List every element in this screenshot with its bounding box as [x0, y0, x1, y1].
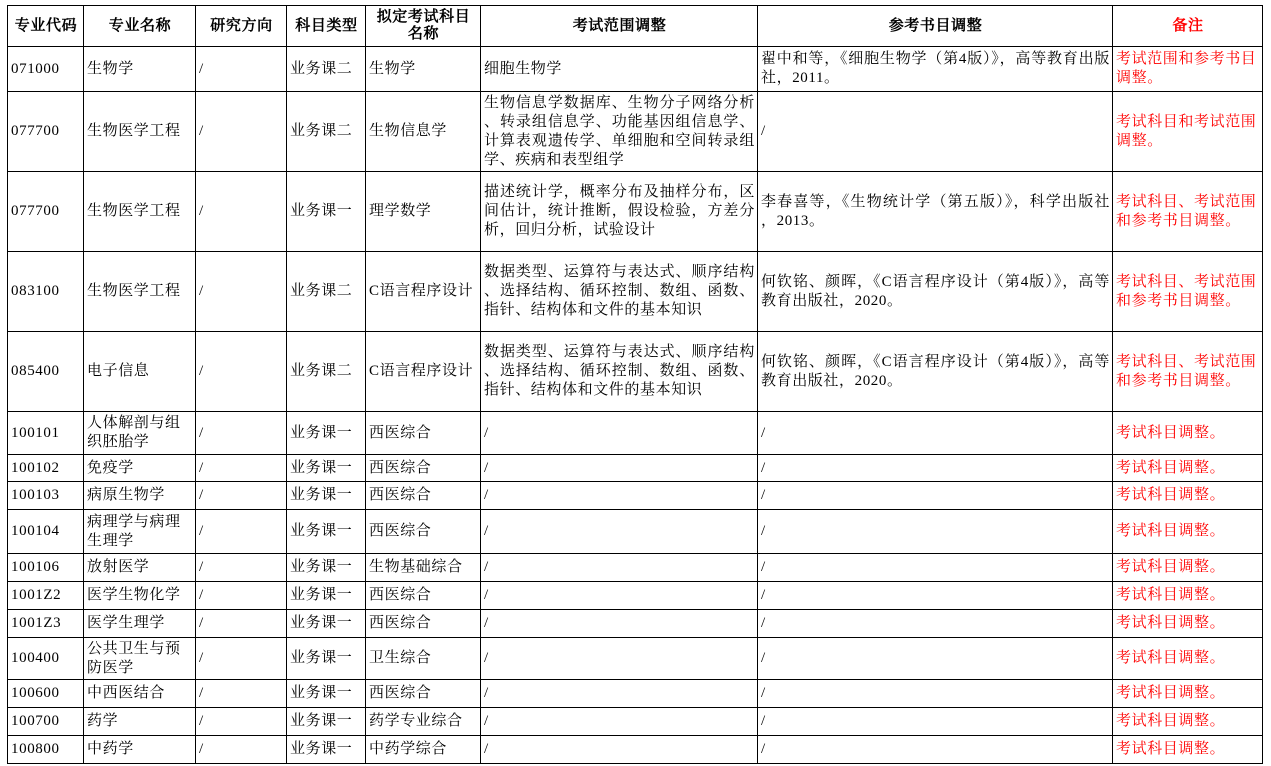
cell-remark: 考试科目、考试范围和参考书目调整。 [1113, 172, 1263, 252]
cell-subject-type: 业务课一 [287, 510, 366, 554]
cell-major-name: 人体解剖与组织胚胎学 [84, 412, 196, 455]
cell-subject-type: 业务课一 [287, 582, 366, 610]
cell-major-name: 免疫学 [84, 455, 196, 482]
cell-major-name: 病理学与病理生理学 [84, 510, 196, 554]
cell-exam-subject: C语言程序设计 [366, 332, 481, 412]
cell-exam-scope: / [481, 680, 758, 708]
cell-exam-scope: / [481, 455, 758, 482]
cell-major-name: 公共卫生与预防医学 [84, 638, 196, 680]
cell-subject-type: 业务课一 [287, 680, 366, 708]
cell-exam-subject: 中药学综合 [366, 736, 481, 764]
cell-subject-type: 业务课一 [287, 412, 366, 455]
table-row [8, 172, 1263, 252]
cell-reference-books: / [758, 582, 1113, 610]
cell-remark: 考试科目、考试范围和参考书目调整。 [1113, 332, 1263, 412]
cell-remark: 考试科目调整。 [1113, 610, 1263, 638]
cell-reference-books: / [758, 455, 1113, 482]
cell-major-name: 放射医学 [84, 554, 196, 582]
cell-remark: 考试科目和考试范围调整。 [1113, 92, 1263, 172]
table-row [8, 554, 1263, 582]
cell-exam-subject: 生物学 [366, 47, 481, 92]
cell-exam-subject: 西医综合 [366, 582, 481, 610]
cell-major-name: 生物医学工程 [84, 252, 196, 332]
cell-remark: 考试科目调整。 [1113, 482, 1263, 510]
cell-research-direction: / [196, 482, 287, 510]
cell-major-name: 生物医学工程 [84, 172, 196, 252]
cell-reference-books: / [758, 412, 1113, 455]
cell-major-code: 085400 [8, 332, 84, 412]
table-row [8, 736, 1263, 764]
table-row [8, 680, 1263, 708]
cell-exam-subject: 药学专业综合 [366, 708, 481, 736]
cell-research-direction: / [196, 455, 287, 482]
header-remark: 备注 [1113, 6, 1263, 47]
cell-major-name: 电子信息 [84, 332, 196, 412]
table-row [8, 582, 1263, 610]
cell-subject-type: 业务课二 [287, 332, 366, 412]
cell-major-code: 100400 [8, 638, 84, 680]
cell-subject-type: 业务课二 [287, 252, 366, 332]
cell-subject-type: 业务课一 [287, 455, 366, 482]
cell-subject-type: 业务课一 [287, 554, 366, 582]
cell-exam-scope: / [481, 582, 758, 610]
cell-remark: 考试科目、考试范围和参考书目调整。 [1113, 252, 1263, 332]
table-row [8, 708, 1263, 736]
cell-research-direction: / [196, 510, 287, 554]
cell-major-name: 中药学 [84, 736, 196, 764]
cell-subject-type: 业务课一 [287, 610, 366, 638]
cell-research-direction: / [196, 610, 287, 638]
table-row [8, 610, 1263, 638]
cell-research-direction: / [196, 736, 287, 764]
cell-major-name: 病原生物学 [84, 482, 196, 510]
cell-reference-books: / [758, 680, 1113, 708]
cell-major-code: 100101 [8, 412, 84, 455]
cell-major-code: 071000 [8, 47, 84, 92]
cell-remark: 考试科目调整。 [1113, 736, 1263, 764]
cell-reference-books: / [758, 510, 1113, 554]
cell-exam-scope: / [481, 708, 758, 736]
header-major-name: 专业名称 [84, 6, 196, 47]
cell-major-code: 1001Z2 [8, 582, 84, 610]
cell-reference-books: 何钦铭、颜晖，《C语言程序设计（第4版）》，高等教育出版社，2020。 [758, 252, 1113, 332]
cell-reference-books: / [758, 92, 1113, 172]
cell-exam-scope: / [481, 638, 758, 680]
cell-remark: 考试科目调整。 [1113, 582, 1263, 610]
cell-remark: 考试科目调整。 [1113, 680, 1263, 708]
cell-subject-type: 业务课一 [287, 708, 366, 736]
table-row [8, 252, 1263, 332]
cell-research-direction: / [196, 554, 287, 582]
table-row [8, 47, 1263, 92]
cell-exam-subject: 西医综合 [366, 455, 481, 482]
cell-major-code: 100104 [8, 510, 84, 554]
header-research-direction: 研究方向 [196, 6, 287, 47]
cell-major-name: 医学生物化学 [84, 582, 196, 610]
cell-reference-books: / [758, 638, 1113, 680]
table-row [8, 332, 1263, 412]
cell-reference-books: / [758, 736, 1113, 764]
cell-exam-scope: / [481, 610, 758, 638]
cell-research-direction: / [196, 332, 287, 412]
cell-remark: 考试范围和参考书目调整。 [1113, 47, 1263, 92]
cell-exam-scope: 描述统计学，概率分布及抽样分布，区间估计，统计推断，假设检验，方差分析，回归分析，试验设计 [481, 172, 758, 252]
table-row [8, 412, 1263, 455]
cell-reference-books: 翟中和等，《细胞生物学（第4版）》，高等教育出版社，2011。 [758, 47, 1113, 92]
cell-remark: 考试科目调整。 [1113, 455, 1263, 482]
exam-adjustment-table [7, 5, 1263, 764]
cell-major-code: 100600 [8, 680, 84, 708]
cell-research-direction: / [196, 582, 287, 610]
header-subject-type: 科目类型 [287, 6, 366, 47]
cell-exam-scope: / [481, 412, 758, 455]
cell-exam-scope: / [481, 736, 758, 764]
cell-exam-subject: C语言程序设计 [366, 252, 481, 332]
cell-major-code: 100800 [8, 736, 84, 764]
header-exam-subject: 拟定考试科目名称 [366, 6, 481, 47]
cell-research-direction: / [196, 638, 287, 680]
cell-research-direction: / [196, 172, 287, 252]
cell-exam-subject: 生物信息学 [366, 92, 481, 172]
cell-exam-scope: / [481, 554, 758, 582]
cell-remark: 考试科目调整。 [1113, 510, 1263, 554]
header-reference-books: 参考书目调整 [758, 6, 1113, 47]
cell-exam-subject: 生物基础综合 [366, 554, 481, 582]
cell-subject-type: 业务课一 [287, 638, 366, 680]
cell-reference-books: / [758, 708, 1113, 736]
cell-exam-subject: 卫生综合 [366, 638, 481, 680]
cell-major-name: 生物学 [84, 47, 196, 92]
table-row [8, 482, 1263, 510]
cell-research-direction: / [196, 252, 287, 332]
cell-exam-scope: / [481, 482, 758, 510]
cell-exam-scope: 数据类型、运算符与表达式、顺序结构、选择结构、循环控制、数组、函数、指针、结构体和文件的基本知识 [481, 252, 758, 332]
cell-exam-subject: 西医综合 [366, 680, 481, 708]
cell-subject-type: 业务课一 [287, 482, 366, 510]
cell-major-name: 生物医学工程 [84, 92, 196, 172]
cell-remark: 考试科目调整。 [1113, 638, 1263, 680]
cell-research-direction: / [196, 92, 287, 172]
cell-exam-subject: 西医综合 [366, 610, 481, 638]
table-row [8, 638, 1263, 680]
header-row [8, 6, 1263, 47]
cell-reference-books: 何钦铭、颜晖，《C语言程序设计（第4版）》，高等教育出版社，2020。 [758, 332, 1113, 412]
header-major-code: 专业代码 [8, 6, 84, 47]
cell-major-code: 100102 [8, 455, 84, 482]
cell-research-direction: / [196, 47, 287, 92]
cell-remark: 考试科目调整。 [1113, 554, 1263, 582]
cell-major-name: 药学 [84, 708, 196, 736]
cell-research-direction: / [196, 412, 287, 455]
cell-exam-scope: / [481, 510, 758, 554]
cell-reference-books: / [758, 554, 1113, 582]
cell-subject-type: 业务课二 [287, 47, 366, 92]
cell-reference-books: / [758, 482, 1113, 510]
cell-exam-subject: 西医综合 [366, 510, 481, 554]
cell-reference-books: / [758, 610, 1113, 638]
cell-exam-subject: 西医综合 [366, 412, 481, 455]
cell-subject-type: 业务课二 [287, 92, 366, 172]
cell-major-name: 中西医结合 [84, 680, 196, 708]
cell-remark: 考试科目调整。 [1113, 412, 1263, 455]
header-exam-scope: 考试范围调整 [481, 6, 758, 47]
cell-exam-scope: 生物信息学数据库、生物分子网络分析、转录组信息学、功能基因组信息学、计算表观遗传学、单细胞和空间转录组学、疾病和表型组学 [481, 92, 758, 172]
cell-research-direction: / [196, 708, 287, 736]
cell-subject-type: 业务课一 [287, 172, 366, 252]
cell-major-code: 1001Z3 [8, 610, 84, 638]
cell-major-code: 077700 [8, 92, 84, 172]
cell-exam-scope: 数据类型、运算符与表达式、顺序结构、选择结构、循环控制、数组、函数、指针、结构体和文件的基本知识 [481, 332, 758, 412]
cell-research-direction: / [196, 680, 287, 708]
cell-major-code: 100106 [8, 554, 84, 582]
table-row [8, 510, 1263, 554]
cell-subject-type: 业务课一 [287, 736, 366, 764]
table-row [8, 455, 1263, 482]
cell-exam-subject: 理学数学 [366, 172, 481, 252]
cell-major-code: 100103 [8, 482, 84, 510]
cell-major-code: 083100 [8, 252, 84, 332]
cell-exam-subject: 西医综合 [366, 482, 481, 510]
cell-exam-scope: 细胞生物学 [481, 47, 758, 92]
cell-major-code: 100700 [8, 708, 84, 736]
table-row [8, 92, 1263, 172]
cell-reference-books: 李春喜等，《生物统计学（第五版）》，科学出版社，2013。 [758, 172, 1113, 252]
cell-major-name: 医学生理学 [84, 610, 196, 638]
cell-major-code: 077700 [8, 172, 84, 252]
cell-remark: 考试科目调整。 [1113, 708, 1263, 736]
